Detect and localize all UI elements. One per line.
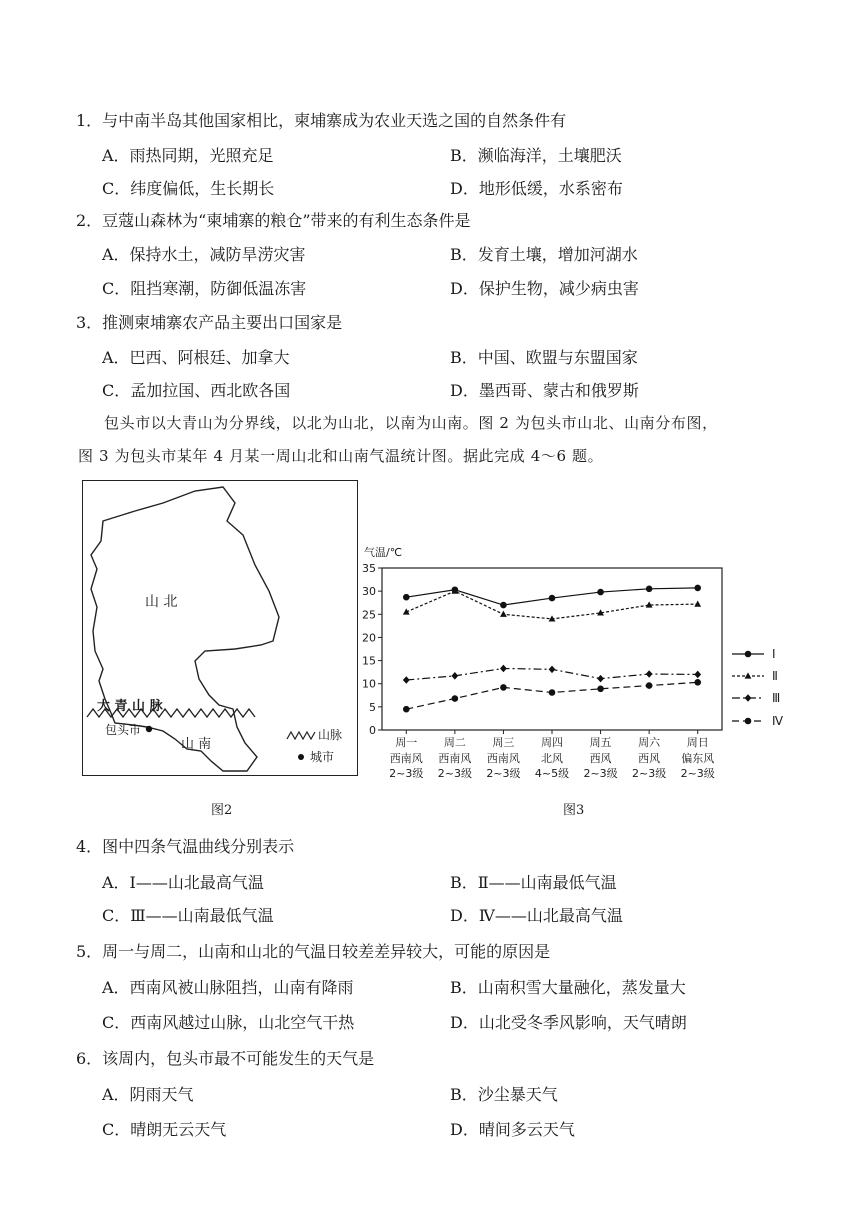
wind-direction-label: 西南风: [438, 752, 472, 765]
wind-direction-label: 北风: [541, 752, 563, 765]
wind-level-label: 2~3级: [486, 767, 521, 780]
legend-marker-1: [745, 651, 752, 658]
map-legend-city-label: 城市: [310, 750, 335, 764]
question-6-option-c: C．晴朗无云天气: [102, 1120, 227, 1139]
map-legend-mountain: [286, 726, 342, 743]
series-3-point: [694, 671, 701, 679]
series-3-point: [451, 672, 458, 680]
figure-3-caption: 图3: [563, 803, 585, 818]
x-tick-label: 周四: [541, 736, 563, 749]
temperature-chart: [360, 540, 800, 790]
series-1-point: [646, 586, 653, 593]
question-5-option-a: A．西南风被山脉阻挡，山南有降雨: [102, 978, 354, 997]
legend-label-2: Ⅱ: [772, 669, 778, 683]
question-5-option-d: D．山北受冬季风影响，天气晴朗: [450, 1013, 687, 1032]
y-tick-label: 25: [362, 608, 376, 622]
legend-label-4: Ⅳ: [772, 714, 784, 728]
series-1-point: [597, 589, 604, 596]
wind-level-label: 4~5级: [534, 767, 570, 780]
baotou-city-dot: [146, 726, 152, 732]
wind-direction-label: 西南风: [389, 752, 423, 765]
series-4-point: [500, 684, 507, 691]
plot-frame: [382, 568, 722, 730]
x-tick-label: 周六: [638, 736, 661, 749]
question-1-option-b: B．濒临海洋，土壤肥沃: [450, 146, 622, 165]
question-2-stem: 2．豆蔻山森林为“柬埔寨的粮仓”带来的有利生态条件是: [76, 211, 471, 230]
map-label-city: 包头市: [105, 723, 142, 737]
map-label-south: 山 南: [181, 737, 212, 752]
wind-direction-label: 西南风: [486, 752, 520, 765]
question-3-option-c: C．孟加拉国、西北欧各国: [102, 381, 291, 400]
question-3-option-a: A．巴西、阿根廷、加拿大: [102, 348, 290, 367]
series-3-point: [500, 665, 507, 673]
series-1-point: [549, 595, 556, 602]
question-2-option-c: C．阻挡寒潮，防御低温冻害: [102, 279, 307, 298]
wind-direction-label: 偏东风: [681, 752, 715, 765]
x-tick-label: 周五: [589, 736, 612, 749]
y-tick-label: 0: [369, 724, 376, 737]
y-tick-label: 35: [362, 562, 376, 575]
x-tick-label: 周二: [443, 736, 466, 749]
city-dot-icon: [298, 754, 304, 760]
wind-level-label: 2~3级: [583, 767, 618, 780]
intro-line-1: 包头市以大青山为分界线，以北为山北，以南为山南。图 2 为包头市山北、山南分布图，: [104, 414, 718, 432]
question-3-option-b: B．中国、欧盟与东盟国家: [450, 348, 638, 367]
question-6-option-d: D．晴间多云天气: [450, 1120, 575, 1139]
figure-2-caption: 图2: [211, 803, 233, 818]
intro-line-2: 图 3 为包头市某年 4 月某一周山北和山南气温统计图。据此完成 4～6 题。: [78, 447, 604, 465]
question-4-stem: 4．图中四条气温曲线分别表示: [76, 837, 295, 856]
question-3-stem: 3．推测柬埔寨农产品主要出口国家是: [76, 313, 343, 332]
legend-marker-2: [745, 672, 752, 678]
series-4-point: [549, 689, 556, 696]
legend-label-3: Ⅲ: [772, 691, 781, 705]
legend-marker-4: [745, 718, 752, 725]
y-tick-label: 20: [362, 631, 376, 645]
series-2-point: [694, 601, 701, 607]
legend-label-1: Ⅰ: [772, 647, 776, 661]
series-4-point: [646, 682, 653, 689]
question-3-option-d: D．墨西哥、蒙古和俄罗斯: [450, 381, 639, 400]
wind-level-label: 2~3级: [632, 767, 667, 780]
question-5-stem: 5．周一与周二，山南和山北的气温日较差差异较大，可能的原因是: [76, 942, 551, 961]
y-tick-label: 10: [362, 677, 376, 691]
question-6-stem: 6．该周内，包头市最不可能发生的天气是: [76, 1049, 375, 1068]
legend-marker-3: [745, 694, 752, 702]
series-3-point: [597, 675, 604, 683]
map-label-north: 山 北: [145, 594, 178, 610]
question-6-option-a: A．阴雨天气: [102, 1085, 194, 1104]
mountain-icon: [286, 729, 316, 741]
series-3-point: [549, 666, 556, 674]
question-4-option-d: D．Ⅳ——山北最高气温: [450, 906, 623, 925]
series-1-point: [500, 602, 507, 609]
question-2-option-b: B．发育土壤，增加河湖水: [450, 245, 638, 264]
series-1-point: [403, 594, 410, 601]
question-5-option-c: C．西南风越过山脉，山北空气干热: [102, 1013, 355, 1032]
question-2-option-a: A．保持水土，减防旱涝灾害: [102, 245, 306, 264]
question-1-option-c: C．纬度偏低，生长期长: [102, 179, 275, 198]
wind-level-label: 2~3级: [437, 767, 472, 780]
series-3-point: [646, 670, 653, 678]
series-4-point: [694, 679, 701, 686]
question-4-option-b: B．Ⅱ——山南最低气温: [450, 873, 617, 892]
y-tick-label: 15: [362, 654, 376, 668]
wind-level-label: 2~3级: [389, 767, 424, 780]
question-1-stem: 1．与中南半岛其他国家相比，柬埔寨成为农业天选之国的自然条件有: [76, 111, 567, 130]
y-tick-label: 30: [362, 585, 376, 599]
map-legend-city: [298, 748, 334, 765]
y-tick-label: 5: [369, 700, 376, 714]
question-5-option-b: B．山南积雪大量融化，蒸发量大: [450, 978, 686, 997]
series-2-point: [500, 611, 507, 617]
x-tick-label: 周日: [686, 736, 709, 749]
series-4-point: [403, 706, 410, 713]
x-tick-label: 周一: [395, 736, 418, 749]
series-1-point: [694, 585, 701, 592]
map-label-range: 大 青 山 脉: [97, 699, 163, 714]
question-6-option-b: B．沙尘暴天气: [450, 1085, 558, 1104]
series-4-point: [597, 686, 604, 693]
question-4-option-a: A．Ⅰ——山北最高气温: [102, 873, 264, 892]
question-2-option-d: D．保护生物，减少病虫害: [450, 279, 639, 298]
question-1-option-a: A．雨热同期，光照充足: [102, 146, 274, 165]
wind-level-label: 2~3级: [680, 767, 715, 780]
series-3-point: [403, 676, 410, 684]
question-4-option-c: C．Ⅲ——山南最低气温: [102, 906, 274, 925]
wind-direction-label: 西风: [638, 752, 661, 765]
wind-direction-label: 西风: [589, 752, 612, 765]
map-legend-mountain-label: 山脉: [318, 728, 343, 742]
y-axis-label: 气温/℃: [364, 546, 403, 559]
question-1-option-d: D．地形低缓，水系密布: [450, 179, 623, 198]
series-4-point: [452, 695, 459, 702]
x-tick-label: 周三: [492, 736, 515, 749]
